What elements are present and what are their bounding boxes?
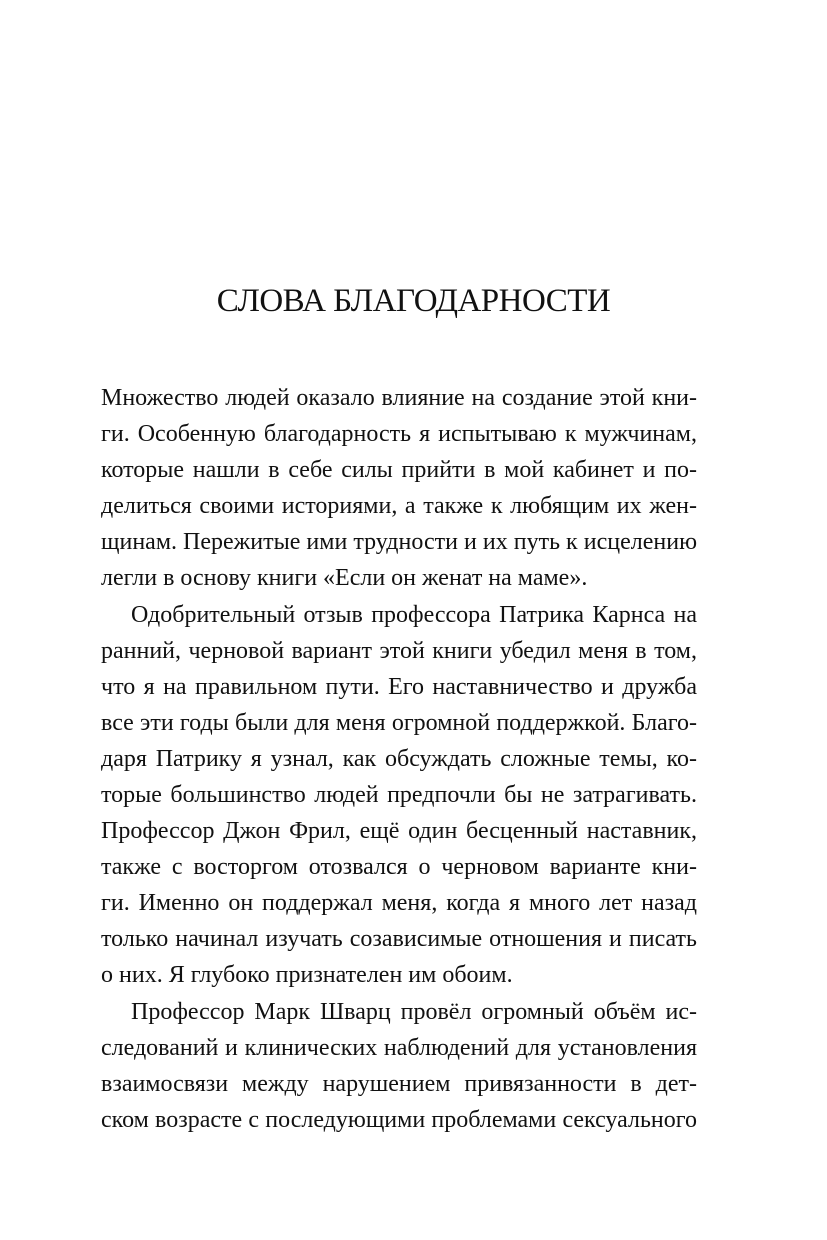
text-line: Профессор Марк Шварц провёл огромный объём ис- <box>131 999 697 1025</box>
text-line: взаимосвязи между нарушением привязанности в дет- <box>101 1071 697 1097</box>
text-line: легли в основу книги «Если он женат на маме». <box>101 565 588 591</box>
text-line: только начинал изучать созависимые отношения и писать <box>101 926 697 952</box>
text-line: делиться своими историями, а также к любящим их жен- <box>101 493 697 519</box>
text-line: также с восторгом отозвался о черновом варианте кни- <box>101 854 697 880</box>
text-line: следований и клинических наблюдений для установления <box>101 1035 697 1061</box>
text-line: ранний, черновой вариант этой книги убедил меня в том, <box>101 638 697 664</box>
chapter-title: СЛОВА БЛАГОДАРНОСТИ <box>216 283 611 319</box>
text-line: даря Патрику я узнал, как обсуждать сложные темы, ко- <box>101 746 697 772</box>
text-line: которые нашли в себе силы прийти в мой кабинет и по- <box>101 457 697 483</box>
text-line: ском возрасте с последующими проблемами сексуального <box>101 1107 697 1133</box>
text-line: ги. Именно он поддержал меня, когда я много лет назад <box>101 890 697 916</box>
text-line: торые большинство людей предпочли бы не затрагивать. <box>101 782 697 808</box>
text-line: Множество людей оказало влияние на создание этой кни- <box>101 385 697 411</box>
text-line: все эти годы были для меня огромной поддержкой. Благо- <box>101 710 697 736</box>
text-line: ги. Особенную благодарность я испытываю к мужчинам, <box>101 421 697 447</box>
text-line: Профессор Джон Фрил, ещё один бесценный наставник, <box>101 818 697 844</box>
text-line: Одобрительный отзыв профессора Патрика Карнса на <box>131 602 697 628</box>
text-line: о них. Я глубоко признателен им обоим. <box>101 962 513 988</box>
text-line: что я на правильном пути. Его наставничество и дружба <box>101 674 697 700</box>
text-line: щинам. Пережитые ими трудности и их путь к исцелению <box>101 529 697 555</box>
